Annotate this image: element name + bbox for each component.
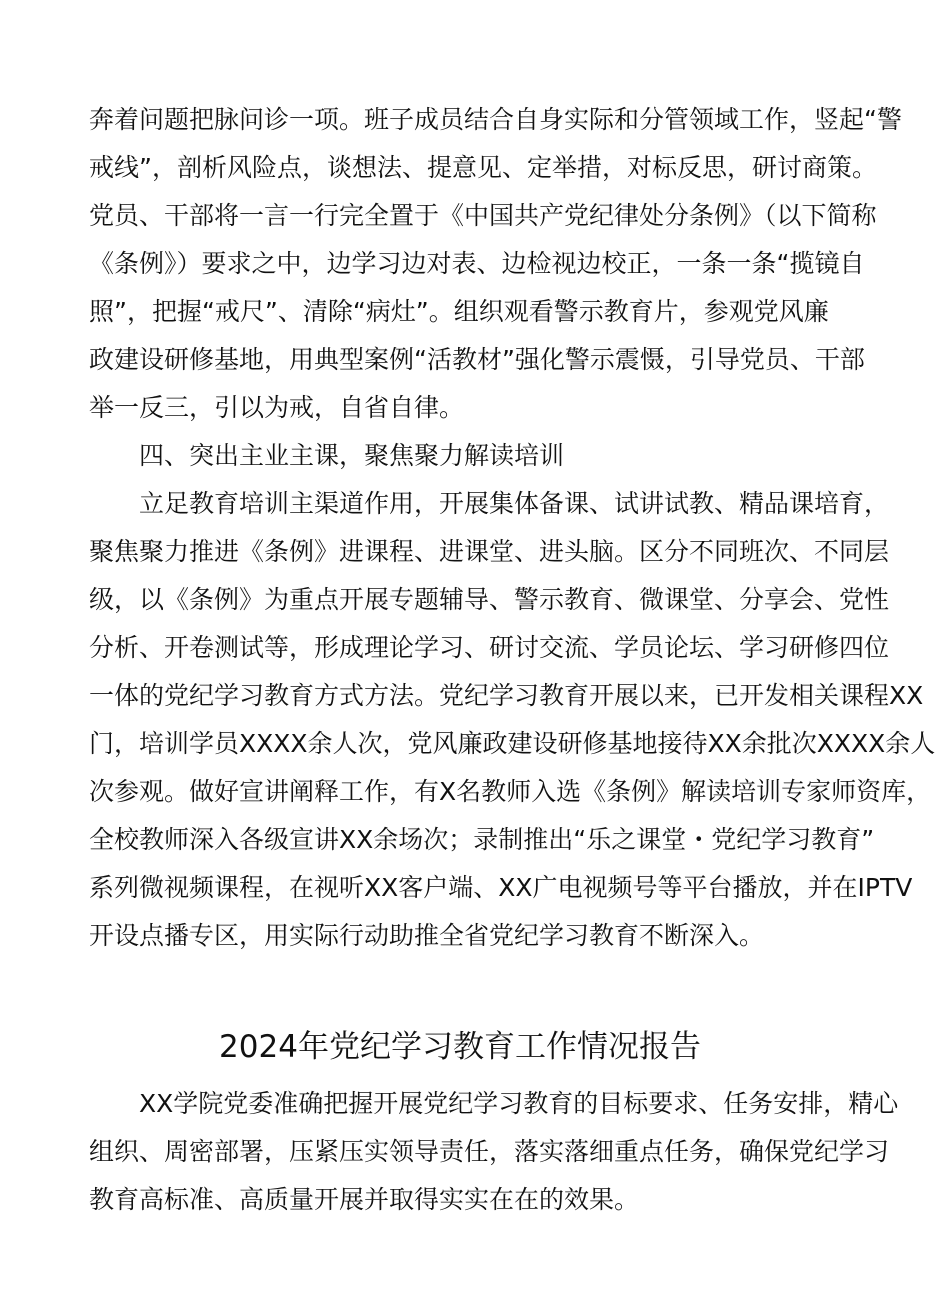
paragraph1-line-5: 照”，把握“戒尺”、清除“病灶”。组织观看警示教育片，参观党风廉 — [89, 297, 829, 326]
paragraph2-line-9: 系列微视频课程，在视听XX客户端、XX广电视频号等平台播放，并在IPTV — [89, 873, 913, 902]
paragraph3-line-2: 组织、周密部署，压紧压实领导责任，落实落细重点任务，确保党纪学习 — [89, 1137, 890, 1166]
paragraph2-line-10: 开设点播专区，用实际行动助推全省党纪学习教育不断深入。 — [89, 921, 765, 950]
paragraph2-line-3: 级，以《条例》为重点开展专题辅导、警示教育、微课堂、分享会、党性 — [89, 585, 890, 614]
paragraph1-line-3: 党员、干部将一言一行完全置于《中国共产党纪律处分条例》（以下简称 — [89, 201, 877, 230]
section-heading: 四、突出主业主课，聚焦聚力解读培训 — [139, 441, 565, 470]
paragraph2-line-7: 次参观。做好宣讲阐释工作，有X名教师入选《条例》解读培训专家师资库， — [89, 777, 932, 806]
paragraph2-line-1: 立足教育培训主渠道作用，开展集体备课、试讲试教、精品课培育， — [139, 489, 890, 518]
report-title: 2024年党纪学习教育工作情况报告 — [219, 1029, 701, 1065]
paragraph1-line-7: 举一反三，引以为戒，自省自律。 — [89, 393, 465, 422]
paragraph2-line-6: 门，培训学员XXXX余人次，党风廉政建设研修基地接待XX余批次XXXX余人 — [89, 729, 935, 758]
paragraph2-line-5: 一体的党纪学习教育方式方法。党纪学习教育开展以来，已开发相关课程XX — [89, 681, 924, 710]
paragraph2-line-2: 聚焦聚力推进《条例》进课程、进课堂、进头脑。区分不同班次、不同层 — [89, 537, 890, 566]
paragraph1-line-4: 《条例》）要求之中，边学习边对表、边检视边校正，一条一条“揽镜自 — [89, 249, 865, 278]
paragraph1-line-6: 政建设研修基地，用典型案例“活教材”强化警示震慑，引导党员、干部 — [89, 345, 865, 374]
paragraph2-line-4: 分析、开卷测试等，形成理论学习、研讨交流、学员论坛、学习研修四位 — [89, 633, 890, 662]
paragraph2-line-8: 全校教师深入各级宣讲XX余场次；录制推出“乐之课堂・党纪学习教育” — [89, 825, 875, 854]
paragraph1-line-2: 戒线”，剖析风险点，谈想法、提意见、定举措，对标反思，研讨商策。 — [89, 153, 877, 182]
paragraph1-line-1: 奔着问题把脉问诊一项。班子成员结合自身实际和分管领域工作，竖起“警 — [89, 105, 902, 134]
paragraph3-line-1: XX学院党委准确把握开展党纪学习教育的目标要求、任务安排，精心 — [139, 1089, 899, 1118]
paragraph3-line-3: 教育高标准、高质量开展并取得实实在在的效果。 — [89, 1185, 640, 1214]
